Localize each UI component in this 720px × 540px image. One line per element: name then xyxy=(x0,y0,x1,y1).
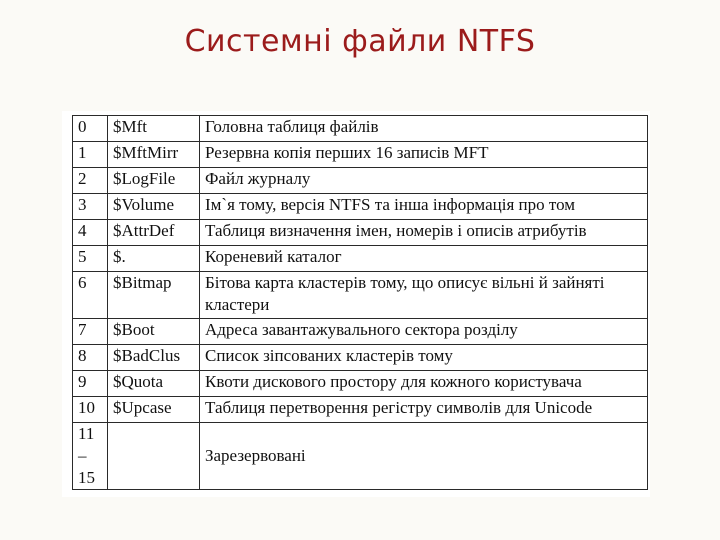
file-description: Файл журналу xyxy=(200,168,648,194)
file-name: $Bitmap xyxy=(108,272,200,319)
table-row xyxy=(73,319,648,345)
file-description: Квоти дискового простору для кожного користувача xyxy=(200,371,648,397)
file-number: 6 xyxy=(73,272,108,319)
system-files-table xyxy=(72,115,648,490)
file-name: $Quota xyxy=(108,371,200,397)
table-row xyxy=(73,246,648,272)
file-name: $Mft xyxy=(108,116,200,142)
range-end: 15 xyxy=(78,468,95,487)
file-number: 4 xyxy=(73,220,108,246)
table-row xyxy=(73,272,648,319)
table-row xyxy=(73,397,648,423)
table-row xyxy=(73,142,648,168)
file-name: $Upcase xyxy=(108,397,200,423)
file-number: 10 xyxy=(73,397,108,423)
file-name: $BadClus xyxy=(108,345,200,371)
file-number: 0 xyxy=(73,116,108,142)
file-description: Таблиця перетворення регістру символів для Unicode xyxy=(200,397,648,423)
file-description: Адреса завантажувального сектора розділу xyxy=(200,319,648,345)
file-name: $. xyxy=(108,246,200,272)
file-name: $AttrDef xyxy=(108,220,200,246)
file-name: $Volume xyxy=(108,194,200,220)
table-row xyxy=(73,345,648,371)
file-name xyxy=(108,423,200,490)
file-number: 7 xyxy=(73,319,108,345)
file-description: Таблиця визначення імен, номерів і описів атрибутів xyxy=(200,220,648,246)
file-number: 9 xyxy=(73,371,108,397)
table-scan xyxy=(62,111,650,497)
table-row xyxy=(73,194,648,220)
file-description: Головна таблиця файлів xyxy=(200,116,648,142)
file-name: $MftMirr xyxy=(108,142,200,168)
file-number: 2 xyxy=(73,168,108,194)
range-dash: – xyxy=(78,446,87,465)
file-description: Бітова карта кластерів тому, що описує вільні й зайняті кластери xyxy=(200,272,648,319)
table-row xyxy=(73,116,648,142)
file-number: 1 xyxy=(73,142,108,168)
file-number: 8 xyxy=(73,345,108,371)
table-row-reserved xyxy=(73,423,648,490)
file-description: Список зіпсованих кластерів тому xyxy=(200,345,648,371)
file-description: Ім`я тому, версія NTFS та інша інформація про том xyxy=(200,194,648,220)
file-description: Резервна копія перших 16 записів MFT xyxy=(200,142,648,168)
table-row xyxy=(73,371,648,397)
table-row xyxy=(73,220,648,246)
table-row xyxy=(73,168,648,194)
file-number-range xyxy=(73,423,108,490)
file-name: $LogFile xyxy=(108,168,200,194)
file-number: 3 xyxy=(73,194,108,220)
file-description: Зарезервовані xyxy=(200,423,648,490)
file-name: $Boot xyxy=(108,319,200,345)
range-start: 11 xyxy=(78,424,95,443)
file-description: Кореневий каталог xyxy=(200,246,648,272)
slide-title: Системні файли NTFS xyxy=(184,24,536,59)
file-number: 5 xyxy=(73,246,108,272)
